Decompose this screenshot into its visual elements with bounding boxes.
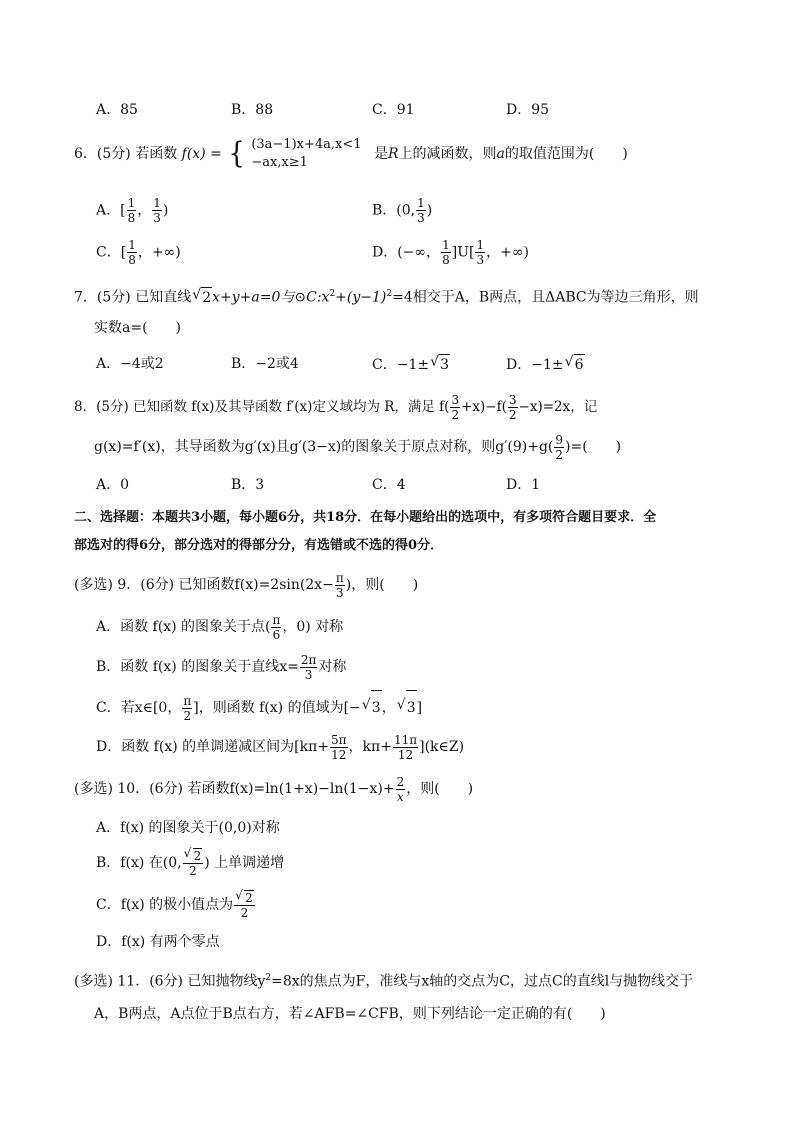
q6-option-d [372, 238, 529, 267]
q6-d-frac1 [441, 238, 451, 267]
q6-piecewise [251, 136, 361, 172]
q6-d-pre: D．(−∞， [372, 244, 441, 261]
q6-fx: f(x) [181, 146, 206, 162]
q9-c-sqrt1 [370, 690, 382, 725]
q9-p1: (多选) 9．(6分) 已知函数f(x)=2sin(2x− [74, 577, 334, 593]
q6-case1: (3a−1)x+4a,x<1 [251, 137, 362, 152]
q6-c-pre: C．[ [96, 244, 127, 261]
q8-frac2 [508, 393, 518, 422]
q7-c-sqrt [438, 354, 450, 375]
q10-option-b [96, 846, 284, 880]
q6-a-pre: A．[ [96, 202, 126, 219]
q6-b-pre: B．(0, [372, 202, 416, 219]
q8-f2d: 2 [508, 408, 517, 422]
q6-b-post: ) [426, 202, 433, 219]
q11-p2: =8x的焦点为F，准线与x轴的交点为C，过点C的直线l与抛物线交于 [271, 973, 694, 990]
q9-stem [74, 568, 418, 602]
q8-frac3 [554, 433, 564, 462]
q11-stem-line1 [74, 968, 693, 992]
q10-fn: 2 [396, 774, 405, 789]
q7-option-d [506, 354, 585, 375]
q7-d-radicand: √ 6 [574, 354, 585, 375]
q6-b-n: 1 [417, 196, 425, 210]
q6-a-frac2 [152, 196, 162, 225]
q10-c-frac [234, 890, 255, 920]
q9-d-frac1 [330, 733, 348, 762]
q7-d-pre: D．−1± [506, 357, 564, 373]
q10-cr: √ 2 [244, 890, 254, 905]
q6-a-post: ) [162, 202, 169, 219]
q9-d3: ](k∈Z) [419, 739, 465, 755]
q7-option-c [372, 354, 450, 375]
q9-cr2: √ 3 [406, 690, 417, 725]
q9-bd: 3 [304, 667, 313, 682]
q10-option-d: D．f(x) 有两个零点 [96, 934, 220, 950]
q9-dn2: 11π [393, 732, 418, 747]
q6-d-mid: ]U[ [451, 244, 475, 261]
q9-dd1: 12 [331, 747, 347, 762]
q6-a-n1: 1 [127, 196, 136, 210]
q10-option-a: A．f(x) 的图象关于(0,0)对称 [96, 820, 280, 836]
q7-p2: x+y+a=0与⊙C:x [212, 289, 330, 306]
q9-fn: π [335, 570, 344, 585]
q7-option-b: B．−2或4 [231, 356, 299, 372]
section2-heading-line2: 部选对的得6分，部分选对的得部分分，有选错或不选的得0分． [74, 538, 444, 553]
q6-a: a [496, 146, 505, 162]
q6-suffix1: 是 [373, 146, 388, 162]
q10-br: √ 2 [193, 848, 203, 863]
q8-p3: −x)=2x，记 [518, 399, 598, 415]
q8-p1: 8．(5分) 已知函数 f(x)及其导函数 f′(x)定义域均为 R，满足 f( [74, 399, 450, 415]
q8-stem-line2 [94, 430, 621, 464]
q7-c-radicand: √ 3 [439, 354, 450, 375]
q7-sup1: 2 [329, 289, 336, 299]
q9-b2: 对称 [318, 659, 347, 675]
q7-radicand: √ 2 [201, 287, 212, 308]
q9-dd2: 12 [397, 747, 414, 762]
q6-option-b [372, 196, 432, 225]
q8-f1n: 3 [451, 393, 460, 407]
q6-case2: −ax,x≥1 [251, 155, 308, 170]
q10-b1: B．f(x) 在(0, [96, 855, 182, 871]
q6-d-frac2 [475, 238, 485, 267]
q9-ad: 6 [272, 627, 281, 642]
q6-d-n2: 1 [476, 238, 485, 252]
q7-option-a: A．−4或2 [96, 356, 164, 372]
q6-a-n2: 1 [153, 196, 161, 210]
q10-p1: (多选) 10．(6分) 若函数f(x)=ln(1+x)−ln(1−x)+ [74, 781, 395, 797]
q10-frac [396, 775, 406, 804]
q9-b-frac [300, 653, 318, 682]
q9-bn: 2π [300, 652, 317, 667]
q9-b1: B．函数 f(x) 的图象关于直线x= [96, 659, 299, 675]
q9-c2: ]，则函数 f(x) 的值域为[− [193, 700, 361, 716]
q8-f3n: 9 [555, 432, 564, 447]
q6-eq: = [210, 146, 222, 162]
q9-c4: ] [416, 700, 423, 716]
q7-c-pre: C．−1± [372, 357, 430, 373]
q5-option-d: D．95 [506, 102, 550, 118]
q9-cn: π [183, 693, 192, 708]
q7-stem-line1 [74, 284, 699, 308]
q10-c-sqrt [243, 890, 254, 905]
q6-d-d1: 8 [442, 253, 450, 267]
q6-c-d: 8 [128, 253, 136, 267]
section2-heading-line1: 二、选择题：本题共3小题，每小题6分，共18分．在每小题给出的选项中，有多项符合题目要求．全 [74, 510, 657, 525]
q9-option-b [96, 650, 346, 684]
q8-f2n: 3 [508, 393, 517, 407]
q8-option-c: C．4 [372, 477, 406, 493]
q5-option-c: C．91 [372, 102, 415, 118]
q6-a-sep: ， [137, 202, 152, 219]
q7-stem-line2: 实数a=( ) [94, 320, 182, 336]
q11-sup: 2 [265, 973, 272, 983]
q6-c-n: 1 [128, 238, 136, 252]
q6-c-post: ，+∞) [137, 244, 181, 261]
q8-stem-line1 [74, 390, 597, 424]
q8-option-a: A．0 [96, 477, 130, 493]
q8-frac1 [450, 393, 460, 422]
q7-p1: 7．(5分) 已知直线 [74, 289, 192, 306]
q10-option-c [96, 888, 256, 922]
q10-stem [74, 772, 473, 806]
q7-p4: =4相交于A，B两点，且ΔABC为等边三角形，则 [392, 289, 699, 306]
q9-d1: D．函数 f(x) 的单调递减区间为[kπ+ [96, 739, 330, 755]
q9-option-d [96, 730, 464, 764]
q8-option-d: D．1 [506, 477, 541, 493]
q5-option-b: B．88 [231, 102, 274, 118]
q6-d-post: ，+∞) [486, 244, 529, 261]
q9-cd: 2 [183, 708, 192, 723]
q8-f1d: 2 [451, 408, 460, 422]
q9-an: π [272, 612, 281, 627]
q9-c-sqrt2 [405, 690, 417, 725]
q11-p1: (多选) 11．(6分) 已知抛物线y [74, 973, 266, 990]
q9-a-frac [271, 613, 281, 642]
q9-a2: ，0) 对称 [282, 619, 344, 635]
q10-b2: ) 上单调递增 [204, 855, 285, 871]
q6-b-d: 3 [417, 211, 425, 225]
q6-d-d2: 3 [476, 253, 485, 267]
q9-d-frac2 [393, 733, 418, 762]
q8-l2a: g(x)=f′(x)，其导函数为g′(x)且g′(3−x)的图象关于原点对称，则g′(9)+g( [94, 439, 554, 455]
q9-p2: )，则( ) [345, 577, 419, 593]
q10-b-num [183, 848, 204, 864]
q6-b-frac [416, 196, 426, 225]
q9-option-a [96, 610, 343, 644]
q7-d-sqrt [573, 354, 585, 375]
q9-c3: ， [381, 700, 396, 716]
q10-c1: C．f(x) 的极小值点为 [96, 897, 234, 913]
q7-p3: +(y−1) [335, 289, 387, 306]
q8-l2b: )=( ) [565, 439, 622, 455]
q6-d-n1: 1 [442, 238, 450, 252]
q9-dn1: 5π [331, 732, 347, 747]
q10-fd: x [397, 789, 404, 804]
q10-c-num [234, 890, 255, 906]
q6-option-c [96, 238, 181, 267]
q8-p2: +x)−f( [461, 399, 507, 415]
q8-f3d: 2 [555, 447, 564, 462]
q6-c-frac [127, 238, 137, 267]
q9-fd: 3 [336, 585, 344, 600]
q10-cd: 2 [240, 906, 249, 920]
q9-frac [335, 571, 345, 600]
q6-option-a [96, 196, 168, 225]
q6-prefix: 6．(5分) 若函数 [74, 146, 178, 162]
q10-p2: ，则( ) [406, 781, 474, 797]
q9-c1: C．若x∈[0， [96, 700, 182, 716]
q10-b-sqrt [192, 848, 203, 863]
q6-suffix2: 上的减函数，则 [398, 146, 497, 162]
q9-a1: A．函数 f(x) 的图象关于点( [96, 619, 271, 635]
q5-option-a: A．85 [96, 102, 138, 118]
q6-a-d2: 3 [153, 211, 161, 225]
q9-d2: ，kπ+ [348, 739, 392, 755]
q6-brace: { [228, 137, 245, 171]
q7-sup2: 2 [386, 289, 393, 299]
q6-a-d1: 8 [127, 211, 136, 225]
q11-stem-line2: A，B两点，A点位于B点右方，若∠AFB=∠CFB，则下列结论一定正确的有( ) [94, 1006, 606, 1022]
q6-stem [74, 136, 628, 172]
q9-option-c [96, 690, 422, 725]
q9-c-frac [182, 694, 192, 723]
q9-cr1: √ 3 [371, 690, 382, 725]
q6-a-frac1 [127, 196, 137, 225]
q6-R: R [387, 146, 399, 162]
q6-suffix3: 的取值范围为( ) [504, 146, 628, 162]
q10-bd: 2 [189, 864, 197, 878]
q10-b-frac [183, 848, 204, 878]
q7-sqrt [200, 287, 212, 308]
q8-option-b: B．3 [231, 477, 265, 493]
